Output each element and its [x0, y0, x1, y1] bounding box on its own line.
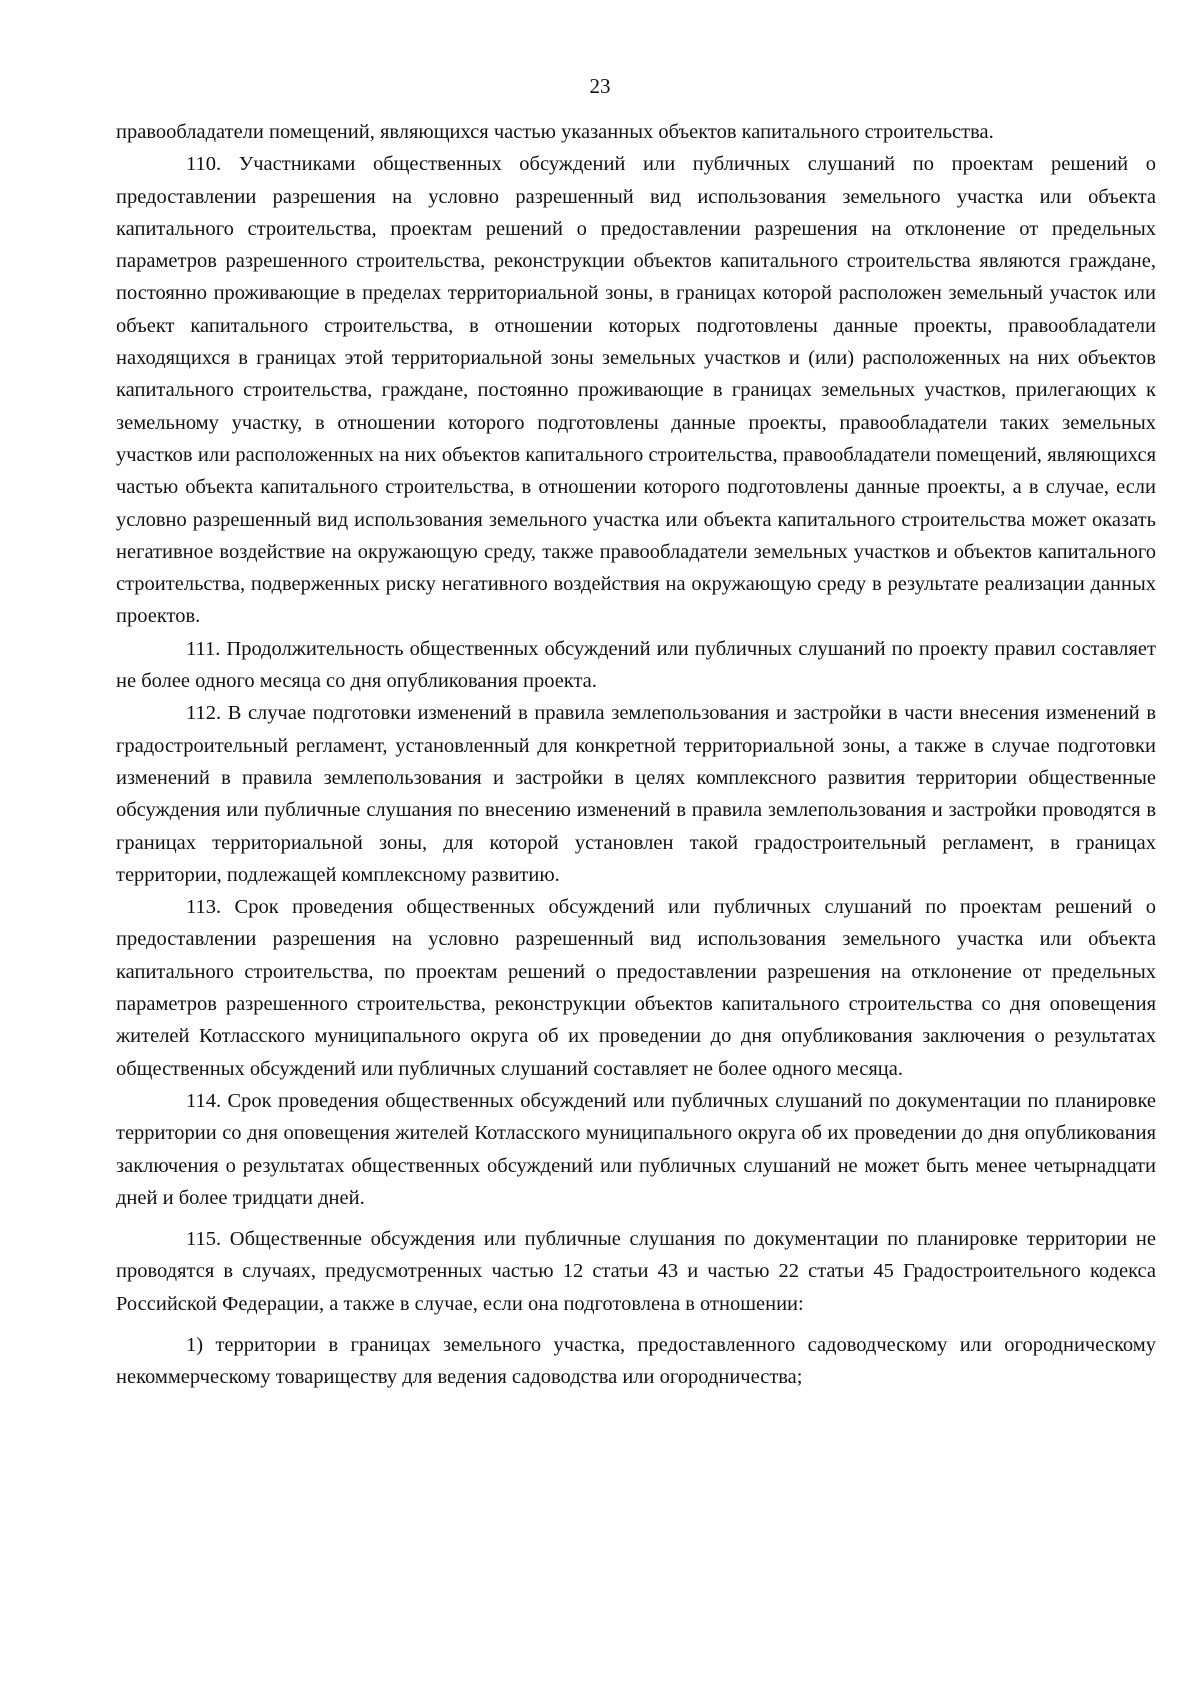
- paragraph-110: 110. Участниками общественных обсуждений или публичных слушаний по проектам решений о предоставлении разрешения на условно разрешенный вид использования земельного участка или объекта капитального строительства, проектам решений о предоставлении разрешения на отклонение от предельных параметров разрешенного строительства, реконструкции объектов капитального строительства являются граждане, постоянно проживающие в пределах территориальной зоны, в границах которой расположен земельный участок или объект капитального строительства, в отношении которых подготовлены данные проекты, правообладатели находящихся в границах этой территориальной зоны земельных участков и (или) расположенных на них объектов капитального строительства, граждане, постоянно проживающие в границах земельных участков, прилегающих к земельному участку, в отношении которого подготовлены данные проекты, правообладатели таких земельных участков или расположенных на них объектов капитального строительства, правообладатели помещений, являющихся частью объекта капитального строительства, в отношении которого подготовлены данные проекты, а в случае, если условно разрешенный вид использования земельного участка или объекта капитального строительства может оказать негативное воздействие на окружающую среду, также правообладатели земельных участков и объектов капитального строительства, подверженных риску негативного воздействия на окружающую среду в результате реализации данных проектов.: [116, 153, 1156, 628]
- paragraph-113: 113. Срок проведения общественных обсуждений или публичных слушаний по проектам решений о предоставлении разрешения на условно разрешенный вид использования земельного участка или объекта капитального строительства, по проектам решений о предоставлении разрешения на отклонение от предельных параметров разрешенного строительства, реконструкции объектов капитального строительства со дня оповещения жителей Котласского муниципального округа об их проведении до дня опубликования заключения о результатах общественных обсуждений или публичных слушаний составляет не более одного месяца.: [116, 896, 1156, 1080]
- page-number: 23: [589, 74, 611, 98]
- list-item-1: 1) территории в границах земельного участка, предоставленного садоводческому или огородническому некоммерческому товариществу для ведения садоводства или огородничества;: [116, 1333, 1156, 1389]
- paragraph-114: 114. Срок проведения общественных обсуждений или публичных слушаний по документации по планировке территории со дня оповещения жителей Котласского муниципального округа об их проведении до дня опубликования заключения о результатах общественных обсуждений или публичных слушаний не может быть менее четырнадцати дней и более тридцати дней.: [116, 1089, 1156, 1209]
- document-body: [116, 116, 1156, 1394]
- paragraph-115: 115. Общественные обсуждения или публичные слушания по документации по планировке территории не проводятся в случаях, предусмотренных частью 12 статьи 43 и частью 22 статьи 45 Градостроительного кодекса Российской Федерации, а также в случае, если она подготовлена в отношении:: [116, 1228, 1156, 1315]
- paragraph-continuation: правообладатели помещений, являющихся частью указанных объектов капитального строительства.: [116, 121, 994, 143]
- paragraph-111: 111. Продолжительность общественных обсуждений или публичных слушаний по проекту правил составляет не более одного месяца со дня опубликования проекта.: [116, 637, 1156, 693]
- paragraph-112: 112. В случае подготовки изменений в правила землепользования и застройки в части внесения изменений в градостроительный регламент, установленный для конкретной территориальной зоны, а также в случае подготовки изменений в правила землепользования и застройки в целях комплексного развития территории общественные обсуждения или публичные слушания по внесению изменений в правила землепользования и застройки проводятся в границах территориальной зоны, для которой установлен такой градостроительный регламент, в границах территории, подлежащей комплексному развитию.: [116, 702, 1156, 886]
